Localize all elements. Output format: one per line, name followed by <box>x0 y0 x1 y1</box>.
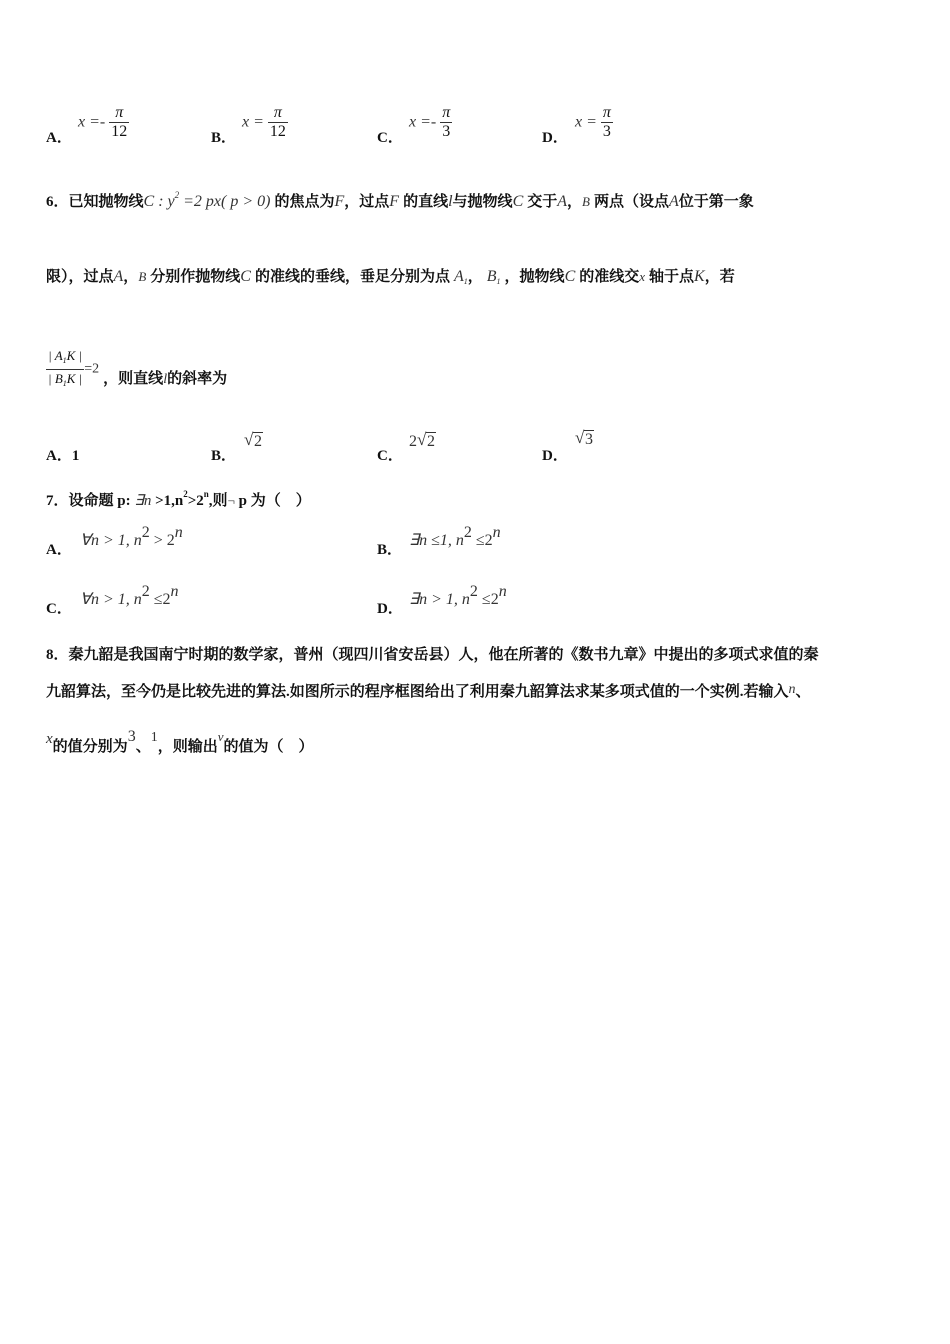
math-text: | A <box>48 348 63 363</box>
option-letter: D． <box>377 601 403 617</box>
question-number: 6．已知抛物线 <box>46 194 144 210</box>
question-text: 8．秦九韶是我国南宁时期的数学家，普州（现四川省安岳县）人，他在所著的《数书九章》中提出的多项式求值的秦 <box>46 647 819 663</box>
question-number: 7．设命题 p: <box>46 493 135 509</box>
fraction-denominator: 12 <box>269 123 286 140</box>
question-text: 的值为（ ） <box>223 739 314 755</box>
question-text: ,则 <box>208 493 228 509</box>
q5-option-b-math <box>242 104 288 141</box>
math-var: A <box>669 193 679 210</box>
math-expression: x = <box>242 113 264 131</box>
math-var: A <box>557 193 568 210</box>
math-text: ∃n ≤1, n <box>409 532 464 549</box>
math-text: C : y <box>143 193 175 210</box>
math-var: C <box>564 268 576 285</box>
question-text: >1,n <box>151 493 184 509</box>
q5-option-a <box>46 126 72 147</box>
question-text: 交于 <box>527 194 558 210</box>
fraction-numerator: π <box>442 104 451 121</box>
sqrt-expression: √ 2 <box>244 430 262 450</box>
q6-options-row <box>46 430 906 462</box>
question-text: 限），过点 <box>46 269 114 285</box>
math-var-b1: $B_1$ <box>486 268 501 286</box>
math-value: 3 <box>127 728 136 745</box>
q7-option-c-letter <box>46 597 72 618</box>
question-text: 的准线的垂线，垂足分别为点 <box>254 269 450 285</box>
question-text: 的准线交 <box>579 269 640 285</box>
option-letter: C． <box>377 448 403 464</box>
math-var: x <box>46 731 53 747</box>
option-letter: A． <box>46 542 72 558</box>
math-var-a1: $A_1$ <box>453 268 468 286</box>
math-text: ∀n > 1, n <box>80 591 142 608</box>
question-text: p 为（ ） <box>234 493 311 509</box>
q8-line-3 <box>46 728 314 756</box>
question-text: 、 <box>795 684 811 700</box>
question-text: ， <box>123 269 139 285</box>
ratio-fraction <box>46 347 84 392</box>
q7-option-a-letter <box>46 538 72 559</box>
fraction <box>440 104 452 141</box>
q8-line-1 <box>46 643 819 664</box>
q6-line-3 <box>46 347 227 392</box>
fraction-numerator: π <box>115 104 124 121</box>
fraction-numerator: π <box>602 104 611 121</box>
fraction-denominator: | $B_1K$ | <box>46 369 84 392</box>
option-letter: A． <box>46 130 72 146</box>
q7-stem: 7．设命题 p: ∃n $>1,n^2>2^n$,则¬ p 为（ ） <box>46 489 311 509</box>
math-text: ≤2 <box>477 591 499 608</box>
option-letter: B． <box>211 448 237 464</box>
math-var: F <box>334 193 345 210</box>
question-text: ，则直线 <box>103 371 164 388</box>
option-letter: C． <box>377 130 403 146</box>
q5-option-d <box>542 126 568 147</box>
q7-option-a-math: ∀n > 1, $n^2 > 2^n$ <box>80 524 183 549</box>
q7-option-d-letter <box>377 597 403 618</box>
math-expression: x = <box>575 113 597 131</box>
q6-option-c-letter <box>377 444 403 465</box>
math-text: K | <box>66 348 83 363</box>
math-var: v <box>217 729 224 744</box>
negation-symbol: ¬ <box>227 493 235 508</box>
radicand: 2 <box>254 433 262 450</box>
math-text: > 2 <box>149 532 175 549</box>
option-letter: D． <box>542 448 568 464</box>
fraction-numerator: π <box>273 104 282 121</box>
option-letter: B． <box>377 542 403 558</box>
math-var: C <box>240 268 251 285</box>
fraction-denominator: 3 <box>440 122 452 141</box>
math-text: ≤2 <box>471 532 493 549</box>
radicand: 2 <box>427 433 435 450</box>
math-text: A <box>453 268 464 285</box>
question-text: 位于第一象 <box>678 194 754 210</box>
question-text: ， <box>467 269 483 285</box>
q8-line-2 <box>46 680 811 701</box>
math-text: K | <box>66 371 83 386</box>
fraction <box>109 104 129 141</box>
math-text: =2 px( p > 0) <box>179 193 271 210</box>
question-text: 的值分别为 <box>52 739 128 755</box>
radicand: 3 <box>585 431 593 448</box>
q7-option-c-math: ∀n > 1, $n^2 \le 2^n$ <box>80 583 179 608</box>
question-text: 、 <box>135 739 151 755</box>
fraction-numerator: | $A_1K$ | <box>48 348 83 365</box>
math-var: n <box>788 682 796 697</box>
math-var: l <box>163 372 168 388</box>
q6-option-d-value <box>575 430 594 449</box>
question-text: ， <box>567 194 583 210</box>
q6-line-1 <box>46 190 754 211</box>
math-var: A <box>113 268 124 285</box>
question-text: >2 <box>187 493 204 509</box>
fraction-denominator: 3 <box>601 122 613 141</box>
option-letter: C． <box>46 601 72 617</box>
math-text: ≤2 <box>149 591 171 608</box>
question-text: ，过点 <box>344 194 390 210</box>
q6-option-b-letter <box>211 444 236 465</box>
q7-option-b-math: ∃n ≤1, $n^2 \le 2^n$ <box>409 524 501 549</box>
sqrt-expression: √ 2 <box>417 430 435 450</box>
q5-options-row <box>46 104 906 150</box>
math-text: ∃n <box>134 493 152 509</box>
question-text: 的直线 <box>403 194 449 210</box>
q5-option-d-math <box>575 104 613 141</box>
q5-option-c-math <box>409 104 452 141</box>
fraction <box>601 104 613 141</box>
math-curve: C : $y^2 =2$ px( p > 0) <box>143 190 271 210</box>
question-text: 分别作抛物线 <box>150 269 241 285</box>
question-text: 轴于点 <box>649 269 695 285</box>
option-letter: D． <box>542 130 568 146</box>
math-var: B <box>138 269 147 284</box>
math-var: K <box>694 268 705 285</box>
math-var: F <box>389 193 400 210</box>
q6-option-a <box>46 444 79 465</box>
sqrt-expression: √ 3 <box>575 428 593 448</box>
q7-option-b-letter <box>377 538 402 559</box>
math-var: l <box>448 193 453 210</box>
q6-option-b-value <box>244 432 263 451</box>
option-value: 1 <box>71 448 80 464</box>
math-text: B <box>486 268 497 285</box>
question-text: 九韶算法，至今仍是比较先进的算法.如图所示的程序框图给出了利用秦九韶算法求某多项式值的一个实例.若输入 <box>46 684 789 700</box>
math-value: 1 <box>150 730 158 745</box>
math-var: C <box>512 193 524 210</box>
math-text: ∀n > 1, n <box>80 532 142 549</box>
q5-option-a-math <box>78 104 129 141</box>
question-text: 的焦点为 <box>274 194 335 210</box>
q6-option-d-letter <box>542 444 568 465</box>
math-expression: x =- <box>78 113 106 131</box>
math-expression: x =- <box>409 113 437 131</box>
fraction <box>268 104 288 141</box>
question-text: 两点（设点 <box>594 194 670 210</box>
question-text: ，抛物线 <box>504 269 565 285</box>
question-text: ，若 <box>704 269 735 285</box>
fraction-denominator: 12 <box>111 123 128 140</box>
question-text: ，则输出 <box>157 739 218 755</box>
coefficient: 2 <box>409 433 417 450</box>
q7-option-d-math: ∃n > 1, $n^2 \le 2^n$ <box>409 583 507 608</box>
math-var: B <box>582 194 590 209</box>
math-text: =2 <box>84 361 100 377</box>
question-text: 与抛物线 <box>452 194 513 210</box>
q5-option-b <box>211 126 236 147</box>
q6-line-2 <box>46 265 735 286</box>
math-text: | B <box>48 371 63 386</box>
q5-option-c <box>377 126 403 147</box>
option-letter: A． <box>46 448 72 464</box>
option-letter: B． <box>211 130 237 146</box>
math-text: ∃n > 1, n <box>409 591 470 608</box>
q6-option-c-value <box>409 432 436 451</box>
question-text: 的斜率为 <box>167 371 228 388</box>
math-var: x <box>639 269 646 284</box>
